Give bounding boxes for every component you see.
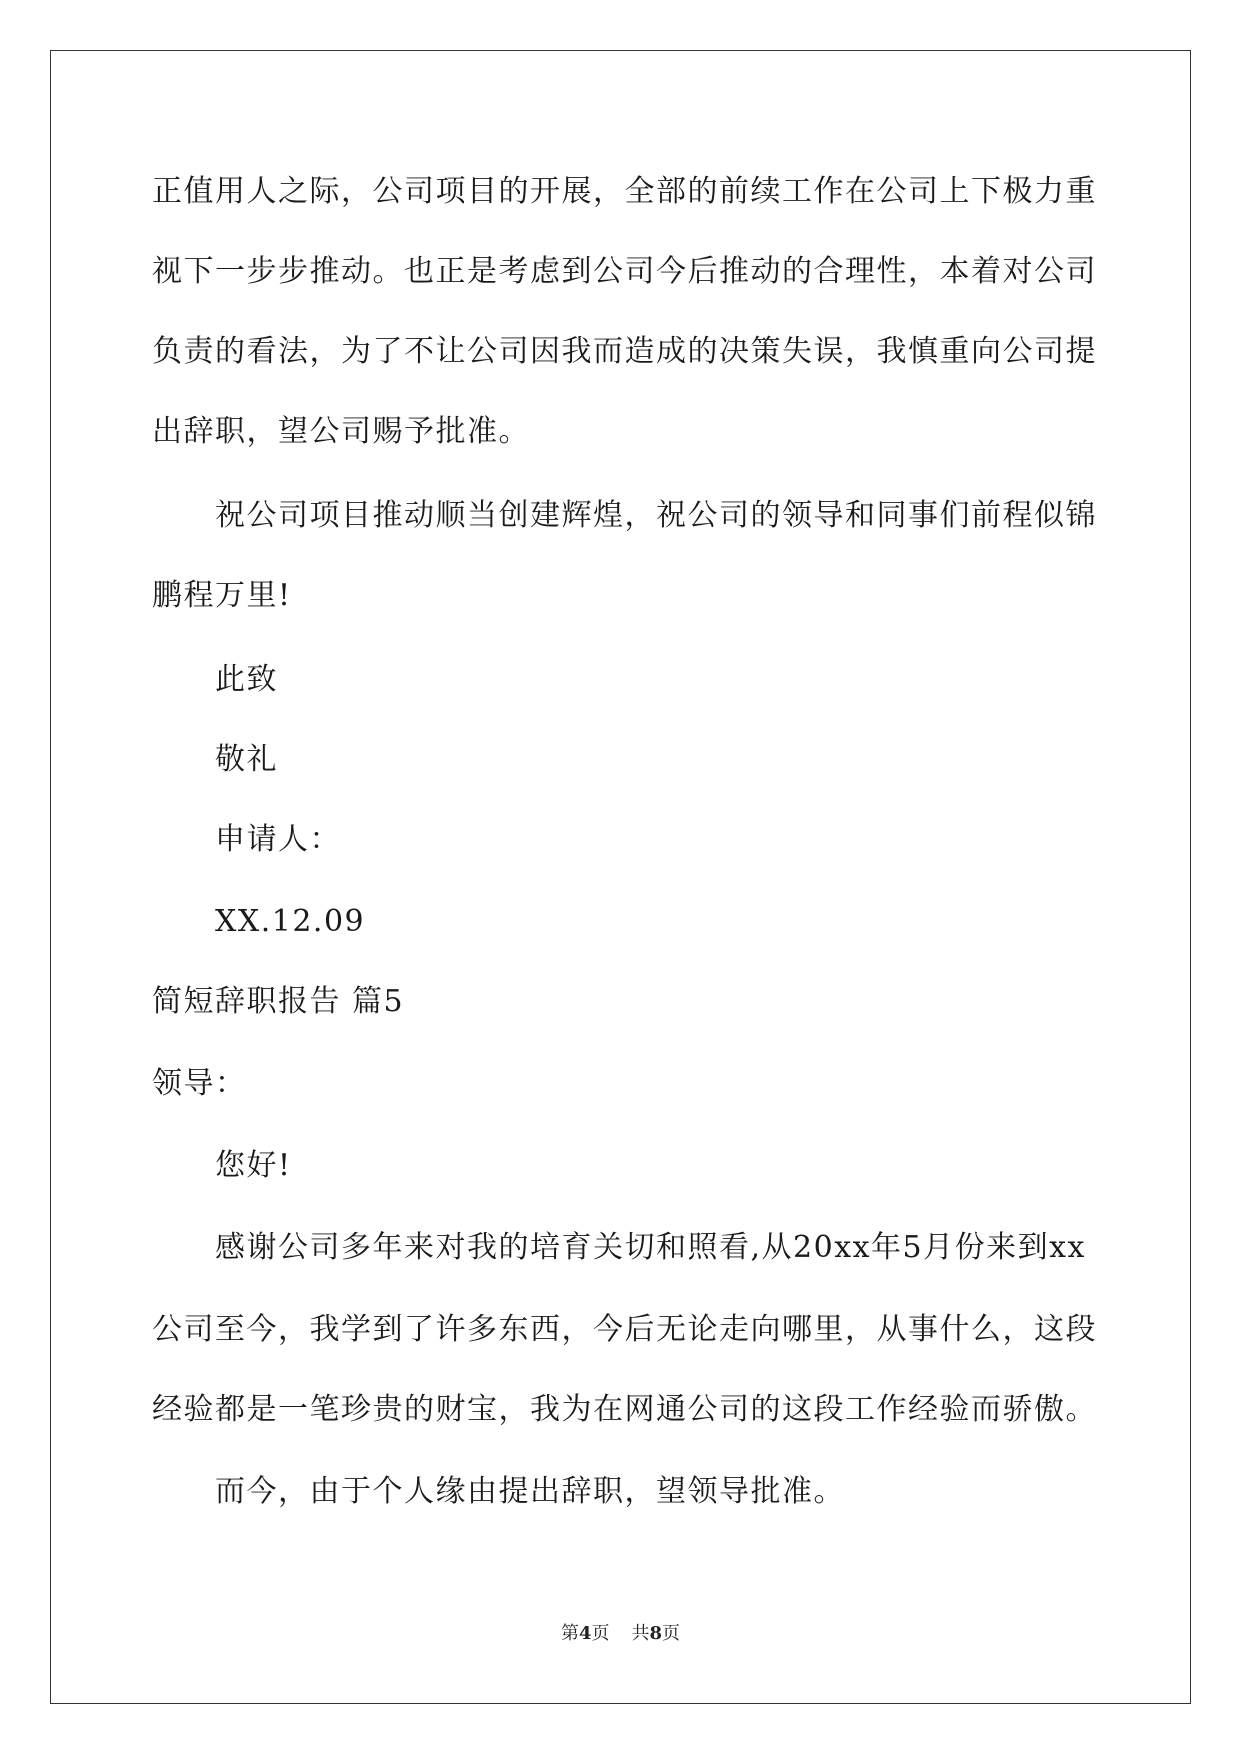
page-mid: 页 xyxy=(591,1623,610,1644)
closing-respect: 敬礼 xyxy=(215,742,278,777)
paragraph-line: 鹏程万里! xyxy=(152,578,292,613)
greeting-line: 您好! xyxy=(215,1148,292,1183)
applicant-label: 申请人： xyxy=(215,822,341,857)
paragraph-line: 负责的看法，为了不让公司因我而造成的决策失误，我慎重向公司提 xyxy=(152,334,1097,369)
current-page-number: 4 xyxy=(578,1623,592,1644)
total-suffix: 页 xyxy=(662,1623,681,1644)
page-frame xyxy=(50,50,1191,1704)
paragraph-line: 祝公司项目推动顺当创建辉煌，祝公司的领导和同事们前程似锦 xyxy=(215,498,1097,533)
paragraph-line: 而今，由于个人缘由提出辞职，望领导批准。 xyxy=(215,1474,845,1509)
section-heading: 简短辞职报告 篇5 xyxy=(152,984,405,1019)
recipient-line: 领导： xyxy=(152,1066,247,1101)
paragraph-line: 出辞职，望公司赐予批准。 xyxy=(152,414,530,449)
paragraph-line: 视下一步步推动。也正是考虑到公司今后推动的合理性，本着对公司 xyxy=(152,254,1097,289)
page-prefix: 第 xyxy=(560,1623,579,1644)
paragraph-line: 经验都是一笔珍贵的财宝，我为在网通公司的这段工作经验而骄傲。 xyxy=(152,1392,1097,1427)
page-footer xyxy=(0,1622,1241,1646)
closing-salutation: 此致 xyxy=(215,662,278,697)
total-pages-number: 8 xyxy=(649,1623,663,1644)
paragraph-line: 感谢公司多年来对我的培育关切和照看,从20xx年5月份来到xx xyxy=(215,1230,1086,1265)
paragraph-line: 公司至今，我学到了许多东西，今后无论走向哪里，从事什么，这段 xyxy=(152,1312,1097,1347)
total-prefix: 共 xyxy=(631,1623,650,1644)
date-line: XX.12.09 xyxy=(215,904,366,939)
paragraph-line: 正值用人之际，公司项目的开展，全部的前续工作在公司上下极力重 xyxy=(152,174,1097,209)
